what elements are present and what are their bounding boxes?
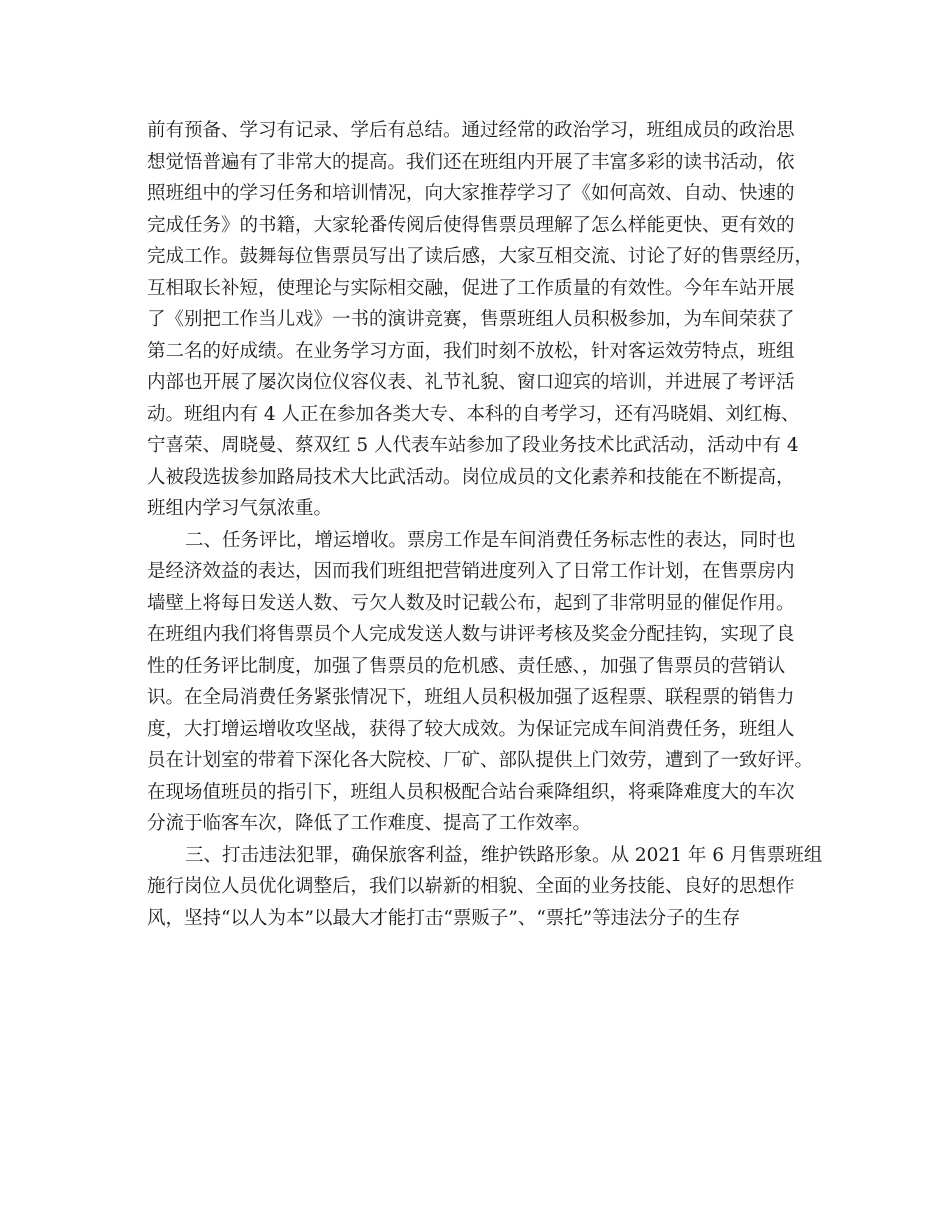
text-line: 二、任务评比，增运增收。票房工作是车间消费任务标志性的表达，同时也	[185, 529, 796, 551]
text-line: 班组内学习气氛浓重。	[147, 498, 333, 519]
text-line: 前有预备、学习有记录、学后有总结。通过经常的政治学习，班组成员的政治思	[147, 120, 795, 141]
text-line: 互相取长补短，使理论与实际相交融，促进了工作质量的有效性。今年车站开展	[147, 277, 795, 299]
text-line: 在现场值班员的指引下，班组人员积极配合站台乘降组织，将乘降难度大的车次	[147, 781, 795, 803]
body-text	[147, 115, 823, 934]
text-line: 施行岗位人员优化调整后，我们以崭新的相貌、全面的业务技能、良好的思想作	[147, 876, 795, 897]
text-line: 人被段选拔参加路局技术大比武活动。岗位成员的文化素养和技能在不断提高，	[147, 466, 795, 488]
text-line: 分流于临客车次，降低了工作难度、提高了工作效率。	[147, 813, 592, 834]
text-line: 性的任务评比制度，加强了售票员的危机感、责任感、，加强了售票员的营销认	[147, 655, 786, 677]
text-line: 第二名的好成绩。在业务学习方面，我们时刻不放松，针对客运效劳特点，班组	[147, 340, 795, 362]
text-line: 是经济效益的表达，因而我们班组把营销进度列入了日常工作计划，在售票房内	[147, 561, 795, 582]
text-line: 宁喜荣、周晓曼、蔡双红 5 人代表车站参加了段业务技术比武活动，活动中有 4	[147, 435, 799, 456]
text-line: 墙壁上将每日发送人数、亏欠人数及时记载公布，起到了非常明显的催促作用。	[147, 592, 795, 614]
text-line: 三、打击违法犯罪，确保旅客利益，维护铁路形象。从 2021 年 6 月售票班组	[185, 844, 823, 866]
text-line: 照班组中的学习任务和培训情况，向大家推荐学习了《如何高效、自动、快速的	[147, 183, 795, 204]
text-line: 在班组内我们将售票员个人完成发送人数与讲评考核及奖金分配挂钩，实现了良	[147, 624, 795, 645]
text-line: 完成任务》的书籍，大家轮番传阅后使得售票员理解了怎么样能更快、更有效的	[147, 214, 795, 236]
text-line: 员在计划室的带着下深化各大院校、厂矿、部队提供上门效劳，遭到了一致好评。	[147, 750, 814, 771]
text-line: 动。班组内有 4 人正在参加各类大专、本科的自考学习，还有冯晓娟、刘红梅、	[147, 403, 800, 425]
text-line: 识。在全局消费任务紧张情况下，班组人员积极加强了返程票、联程票的销售力	[147, 687, 795, 708]
text-line: 风，坚持“以人为本”以最大才能打击“票贩子”、“票托”等违法分子的生存	[147, 907, 741, 929]
text-line: 内部也开展了屡次岗位仪容仪表、礼节礼貌、窗口迎宾的培训，并进展了考评活	[147, 372, 795, 393]
text-line: 想觉悟普遍有了非常大的提高。我们还在班组内开展了丰富多彩的读书活动，依	[147, 151, 795, 173]
text-line: 了《别把工作当儿戏》一书的演讲竞赛，售票班组人员积极参加，为车间荣获了	[147, 309, 795, 330]
text-line: 度，大打增运增收攻坚战，获得了较大成效。为保证完成车间消费任务，班组人	[147, 718, 795, 740]
text-line: 完成工作。鼓舞每位售票员写出了读后感，大家互相交流、讨论了好的售票经历，	[147, 246, 814, 267]
